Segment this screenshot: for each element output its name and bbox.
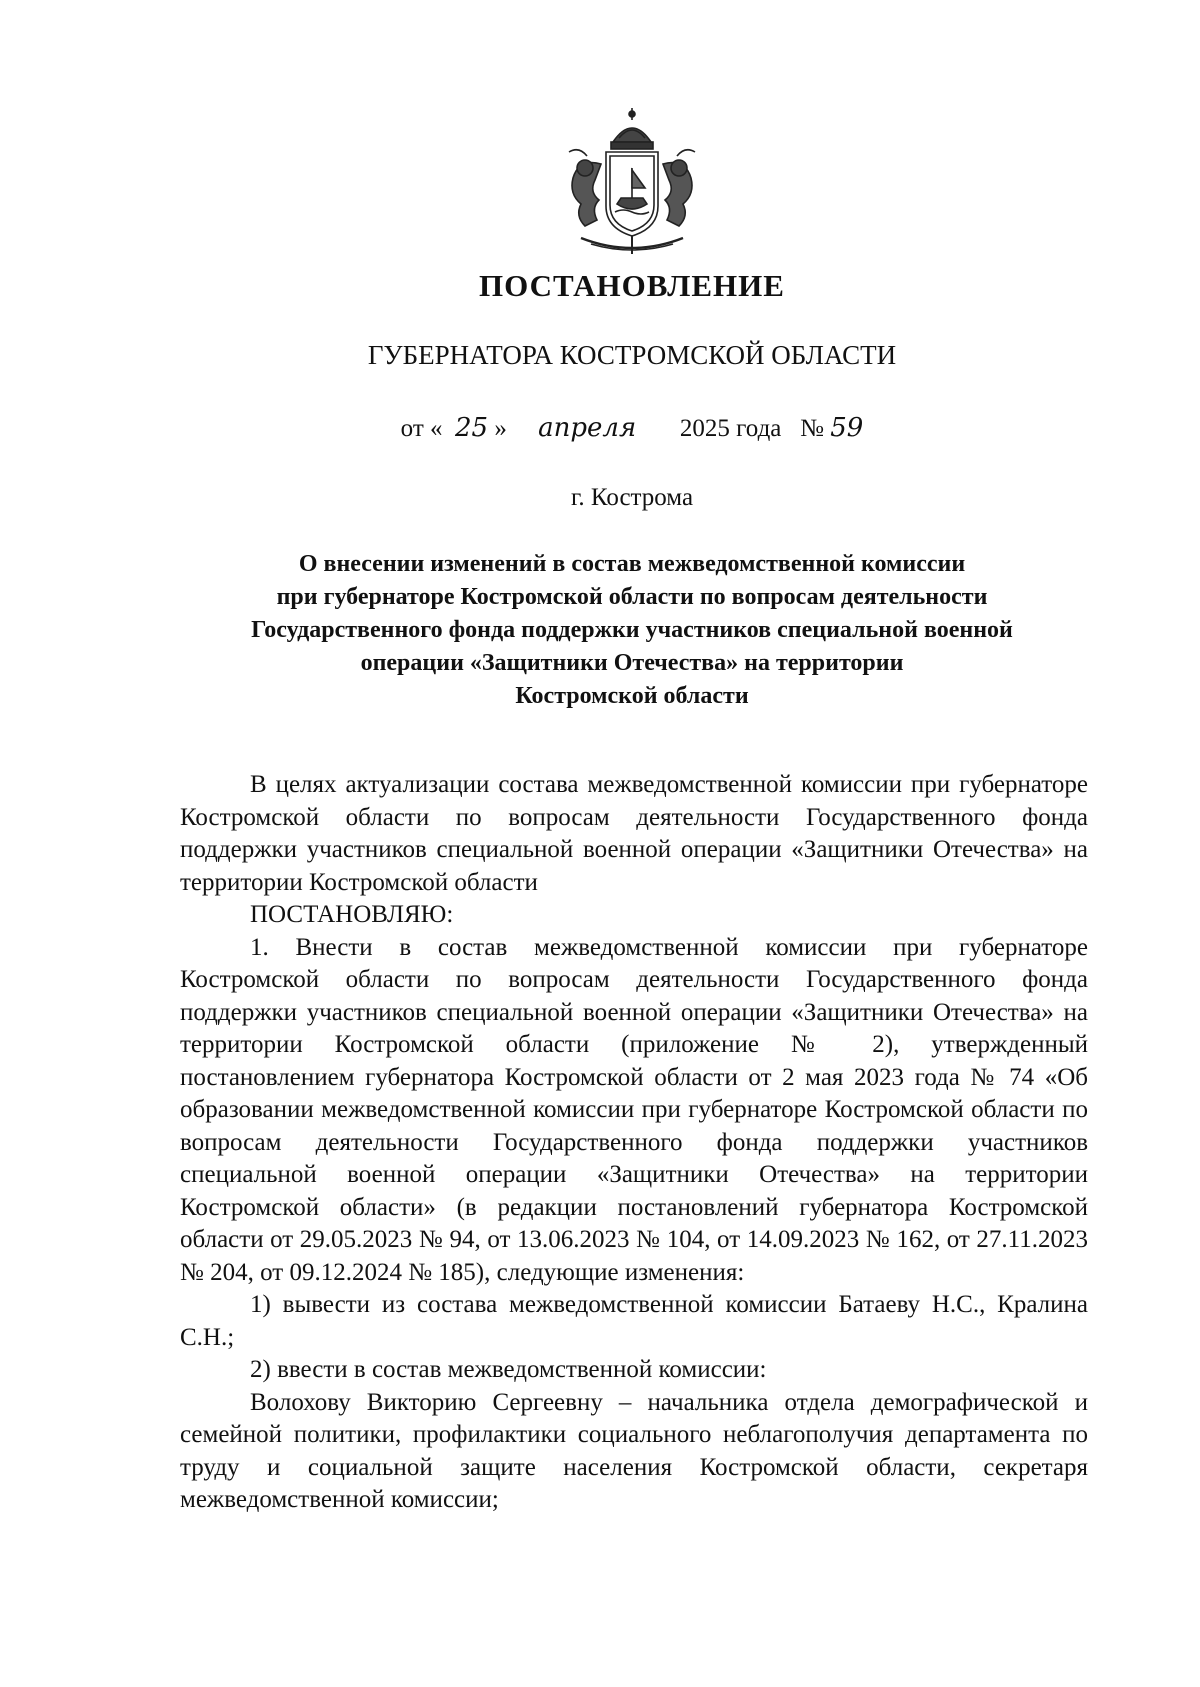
item-1-1-paragraph: 1) вывести из состава межведомственной комиссии Батаеву Н.С., Кралина С.Н.; [180, 1291, 1088, 1351]
city-name: г. Кострома [570, 484, 694, 511]
document-title [150, 548, 1114, 713]
date-mid: » [494, 415, 507, 442]
issuing-authority: ГУБЕРНАТОРА КОСТРОМСКОЙ ОБЛАСТИ [367, 340, 897, 370]
item-1-paragraph: 1. Внести в состав межведомственной комиссии при губернаторе Костромской области по вопросам деятельности Государственного фонда поддержки участников специальной военной операции «Защитники Отечества» на территории Костромской области (приложение № 2), утвержденный постановлением губернатора Костромской области от 2 мая 2023 года № 74 «Об образовании межведомственной комиссии при губернаторе Костромской области по вопросам деятельности Государственного фонда поддержки участников специальной военной операции «Защитники Отечества» на территории Костромской области» (в редакции постановлений губернатора Костромской области от 29.05.2023 № 94, от 13.06.2023 № 104, от 14.09.2023 № 162, от 27.11.2023 № 204, от 09.12.2024 № 185), следующие изменения: [180, 933, 1088, 1286]
title-line: при губернаторе Костромской области по вопросам деятельности [276, 584, 988, 610]
handwritten-number: 59 [830, 413, 864, 443]
title-line: Костромской области [515, 683, 749, 709]
preamble-paragraph: В целях актуализации состава межведомственной комиссии при губернаторе Костромской области по вопросам деятельности Государственного фонда поддержки участников специальной военной операции «Защитники Отечества» на территории Костромской области [180, 771, 1088, 896]
title-line: Государственного фонда поддержки участников специальной военной [251, 617, 1013, 643]
kostroma-coat-of-arms-emblem [551, 108, 713, 258]
date-number-line [0, 413, 1200, 443]
resolve-heading: ПОСТАНОВЛЯЮ: [250, 901, 454, 928]
date-prefix: от « [400, 415, 443, 442]
handwritten-day: 25 [455, 413, 489, 443]
handwritten-month: апреля [538, 413, 637, 443]
date-year: 2025 года [679, 415, 782, 442]
document-type-heading: ПОСТАНОВЛЕНИЕ [479, 268, 785, 303]
title-line: операции «Защитники Отечества» на территории [360, 650, 904, 676]
title-line: О внесении изменений в состав межведомственной комиссии [298, 551, 966, 577]
new-member-paragraph: Волохову Викторию Сергеевну – начальника отдела демографической и семейной политики, профилактики социального неблагополучия департамента по труду и социальной защите населения Костромской области, секретаря межведомственной комиссии; [180, 1388, 1088, 1513]
document-body [180, 769, 1088, 1517]
item-1-2-paragraph: 2) ввести в состав межведомственной комиссии: [250, 1356, 767, 1383]
number-sign: № [800, 415, 824, 442]
